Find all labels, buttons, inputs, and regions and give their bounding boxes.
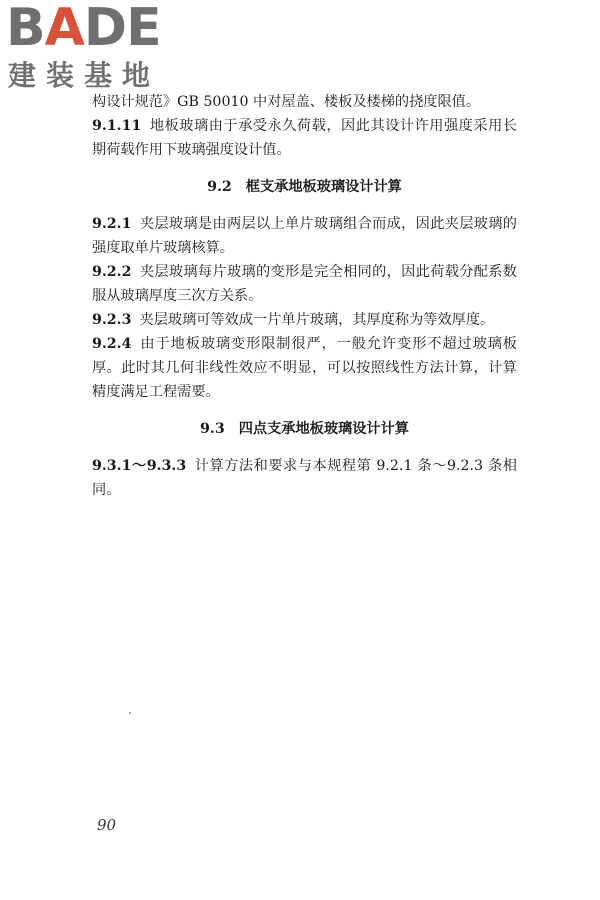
logo-letter-e: E [126, 0, 161, 58]
bade-logo [6, 2, 181, 102]
page-number: 90 [97, 816, 117, 834]
clause-number: 9.2.3 [92, 312, 132, 328]
logo-letter-b: B [6, 0, 45, 58]
clause-text: 计算方法和要求与本规程第 9.2.1 条～9.2.3 条相同。 [92, 458, 517, 498]
clause-number: 9.2.2 [92, 264, 132, 280]
clause-9-2-3 [92, 308, 517, 332]
continued-paragraph: 构设计规范》GB 50010 中对屋盖、楼板及楼梯的挠度限值。 [92, 94, 481, 110]
clause-text: 夹层玻璃可等效成一片单片玻璃，其厚度称为等效厚度。 [139, 312, 495, 328]
clause-number: 9.3.1～9.3.3 [92, 458, 187, 474]
logo-letter-a: A [44, 0, 84, 58]
section-title-text: 四点支承地板玻璃设计计算 [238, 421, 409, 437]
clause-text: 由于地板玻璃变形限制很严，一般允许变形不超过玻璃板厚。此时其几何非线性效应不明显，可以按照线性方法计算，计算精度满足工程需要。 [92, 336, 517, 400]
clause-text: 地板玻璃由于承受永久荷载，因此其设计许用强度采用长期荷载作用下玻璃强度设计值。 [92, 118, 517, 158]
section-number: 9.2 [207, 179, 232, 195]
clause-9-2-1 [92, 212, 517, 260]
clause-9-1-11 [92, 114, 517, 162]
logo-letter-d: D [83, 0, 127, 58]
clause-number: 9.1.11 [92, 118, 142, 134]
clause-number: 9.2.4 [92, 336, 132, 352]
clause-number: 9.2.1 [92, 216, 132, 232]
section-title-text: 框支承地板玻璃设计计算 [245, 179, 402, 195]
logo-wordmark [6, 0, 161, 58]
section-heading-9-3 [92, 418, 517, 438]
section-heading-9-2 [92, 176, 517, 196]
logo-chinese-text: 建装基地 [8, 59, 161, 92]
clause-9-2-2 [92, 260, 517, 308]
clause-text: 夹层玻璃是由两层以上单片玻璃组合而成，因此夹层玻璃的强度取单片玻璃核算。 [92, 216, 517, 256]
section-number: 9.3 [200, 421, 225, 437]
clause-text: 夹层玻璃每片玻璃的变形是完全相同的，因此荷载分配系数服从玻璃厚度三次方关系。 [92, 264, 517, 304]
clause-9-2-4 [92, 332, 517, 404]
print-speck [129, 712, 131, 714]
document-body [92, 90, 517, 502]
clause-9-3-1-to-9-3-3 [92, 454, 517, 502]
